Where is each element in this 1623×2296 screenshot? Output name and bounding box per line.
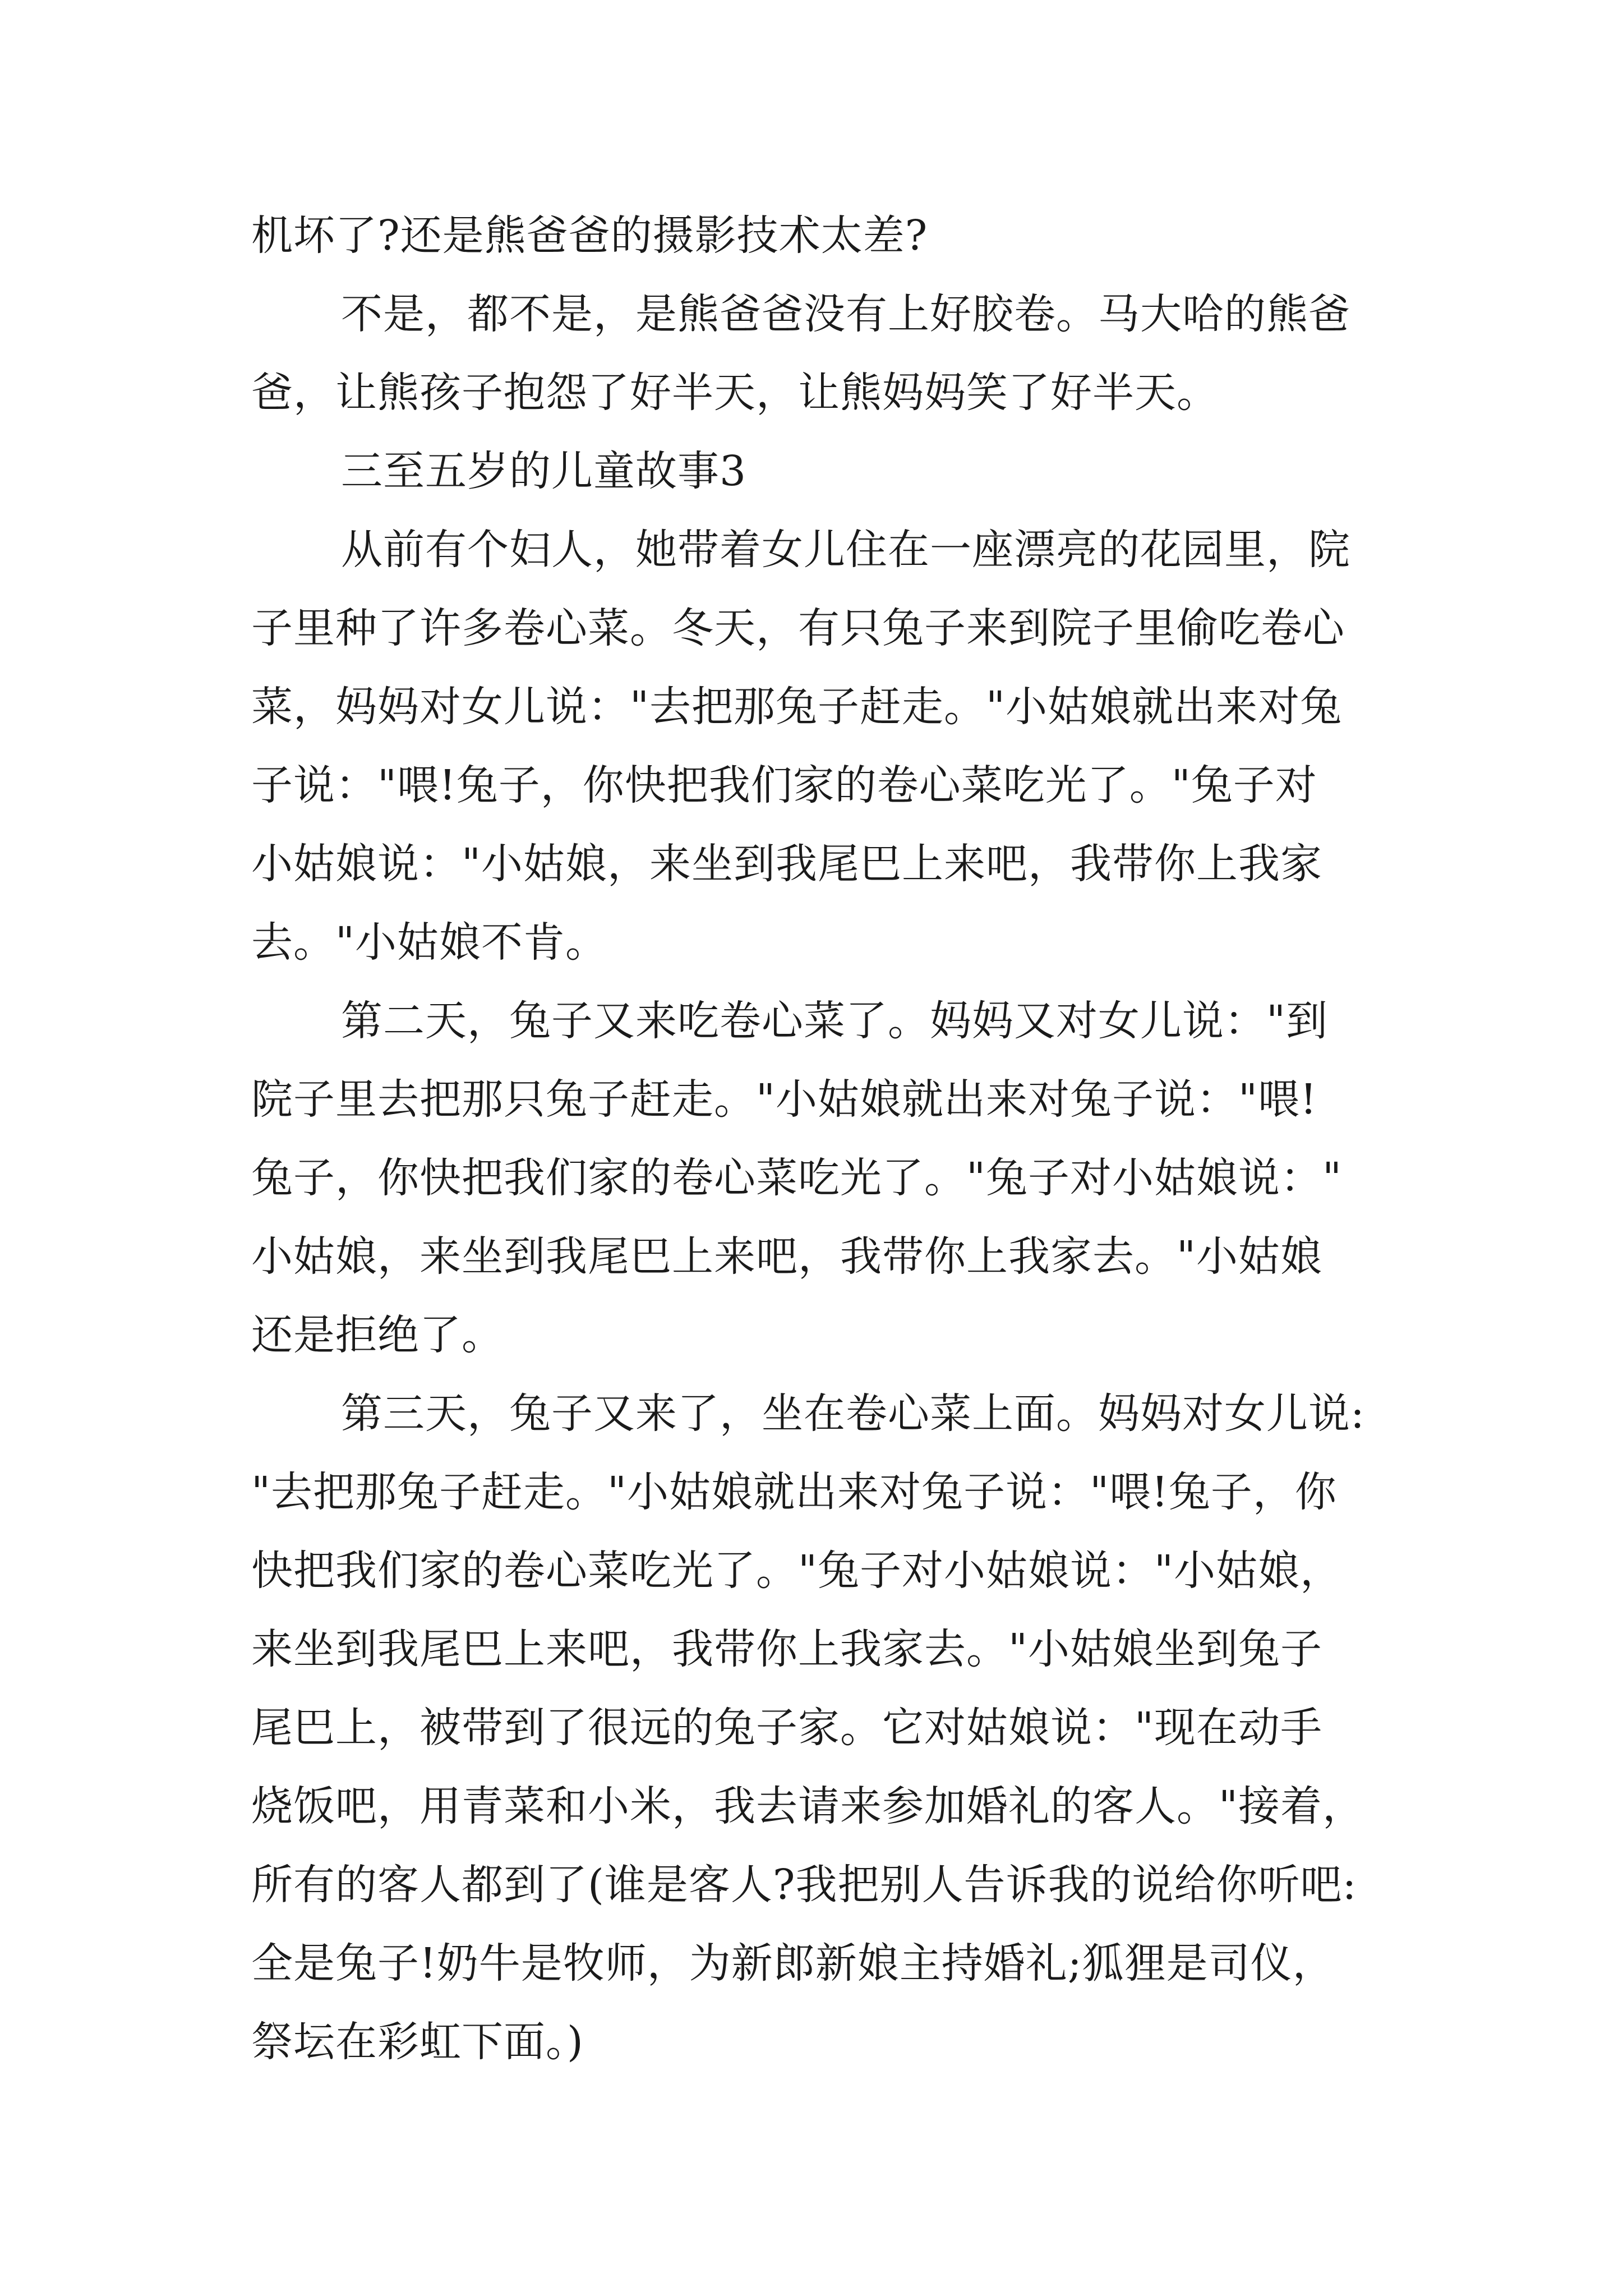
text-line: 第二天，兔子又来吃卷心菜了。妈妈又对女儿说："到 (341, 997, 1329, 1045)
text-line: 尾巴上，被带到了很远的兔子家。它对姑娘说："现在动手 (251, 1704, 1323, 1752)
text-line: 爸，让熊孩子抱怨了好半天，让熊妈妈笑了好半天。 (251, 369, 1219, 417)
text-line: 祭坛在彩虹下面。) (251, 2018, 584, 2066)
section-heading: 三至五岁的儿童故事3 (341, 447, 747, 495)
text-line: 烧饭吧，用青菜和小米，我去请来参加婚礼的客人。"接着， (251, 1782, 1365, 1830)
text-line: 院子里去把那只兔子赶走。"小姑娘就出来对兔子说："喂! (251, 1075, 1317, 1124)
text-line: 兔子，你快把我们家的卷心菜吃光了。"兔子对小姑娘说：" (251, 1154, 1343, 1202)
text-line: 所有的客人都到了(谁是客人?我把别人告诉我的说给你听吧: (251, 1861, 1357, 1909)
text-line: 还是拒绝了。 (251, 1311, 504, 1359)
text-line: 来坐到我尾巴上来吧，我带你上我家去。"小姑娘坐到兔子 (251, 1625, 1323, 1673)
text-line: 第三天，兔子又来了，坐在卷心菜上面。妈妈对女儿说: (341, 1389, 1365, 1438)
text-line: 不是，都不是，是熊爸爸没有上好胶卷。马大哈的熊爸 (341, 290, 1350, 338)
text-line: 机坏了?还是熊爸爸的摄影技术太差? (251, 211, 928, 260)
text-line: 小姑娘，来坐到我尾巴上来吧，我带你上我家去。"小姑娘 (251, 1232, 1323, 1281)
text-line: "去把那兔子赶走。"小姑娘就出来对兔子说："喂!兔子，你 (251, 1468, 1337, 1516)
text-line: 小姑娘说："小姑娘，来坐到我尾巴上来吧，我带你上我家 (251, 840, 1323, 888)
text-line: 快把我们家的卷心菜吃光了。"兔子对小姑娘说："小姑娘， (251, 1547, 1343, 1595)
text-line: 从前有个妇人，她带着女儿住在一座漂亮的花园里，院 (341, 526, 1350, 574)
text-line: 去。"小姑娘不肯。 (251, 918, 608, 967)
text-line: 子说："喂!兔子，你快把我们家的卷心菜吃光了。"兔子对 (251, 761, 1317, 809)
text-line: 全是兔子!奶牛是牧师，为新郎新娘主持婚礼;狐狸是司仪， (251, 1939, 1335, 1987)
text-line: 子里种了许多卷心菜。冬天，有只兔子来到院子里偷吃卷心 (251, 604, 1345, 652)
text-line: 菜，妈妈对女儿说："去把那兔子赶走。"小姑娘就出来对兔 (251, 683, 1343, 731)
